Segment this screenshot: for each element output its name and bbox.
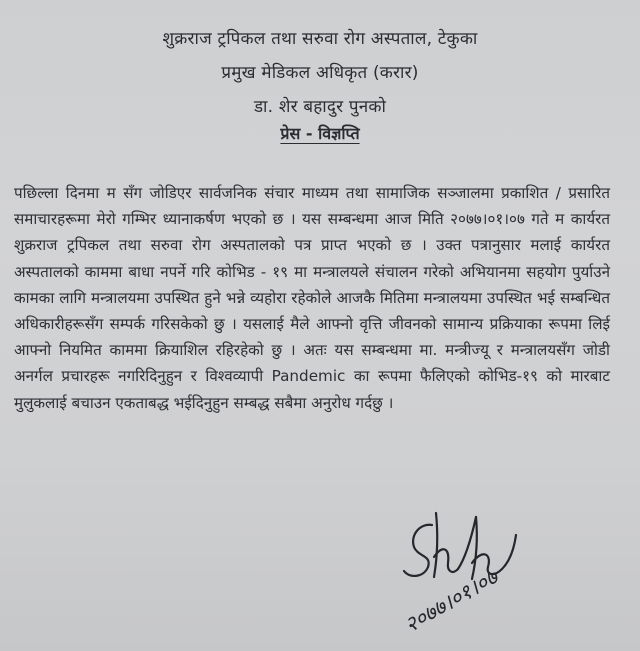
body-sentence: पछिल्ला दिनमा म सँग जोडिएर सार्वजनिक संचार माध्यम तथा सामाजिक सञ्जालमा प्रकाशित / प्रसारित समाचारहरूमा मेरो गम्भिर ध्यानाकर्षण भएको छ । <box>14 184 610 229</box>
officer-designation: प्रमुख मेडिकल अधिकृत (करार) <box>221 63 419 83</box>
body-sentence: यस सम्बन्धमा आज मिति २०७७।०१।०७ गते म कार्यरत शुक्रराज ट्रपिकल तथा सरुवा रोग अस्पतालको पत्र प्राप्त भएको छ । <box>14 210 610 255</box>
document-title <box>0 122 640 144</box>
signature-date: २०७७।०१।०७ <box>400 564 502 638</box>
hospital-line: शुक्रराज ट्रपिकल तथा सरुवा रोग अस्पताल, टेकुका <box>162 29 478 49</box>
press-release-body <box>14 180 610 416</box>
officer-name: डा. शेर बहादुर पुनको <box>253 97 387 117</box>
body-sentence: अतः यस सम्बन्धमा मा. मन्त्रीज्यू र मन्त्रालयसँग जोडी अनर्गल प्रचारहरू नगरिदिनुहुन र विश्वव्यापी Pandemic का रूपमा फैलिएको कोभिड-१९ को मारबाट मुलुकलाई बचाउन एकताबद्ध भईदिनुहुन सम्बद्ध सबैमा अनुरोध गर्दछु । <box>14 341 610 412</box>
body-sentence: उक्त पत्रानुसार मलाई कार्यरत अस्पतालको काममा बाधा नपर्ने गरि कोभिड - १९ मा मन्त्रालयले संचालन गरेको अभियानमा सहयोग पुर्याउने कामका लागि मन्त्रालयमा उपस्थित हुने भन्ने व्यहोरा रहेकोले आजकै मितिमा मन्त्रालयमा उपस्थित भई सम्बन्धित अधिकारीहरूसँग सम्पर्क गरिसकेको छु । <box>14 236 610 334</box>
body-sentence: यसलाई मैले आफ्नो वृत्ति जीवनको सामान्य प्रक्रियाका रूपमा लिई आफ्नो नियमित काममा क्रियाशिल रहिरहेको छु । <box>14 315 610 360</box>
title-text: प्रेस - विज्ञप्ति <box>280 124 360 143</box>
handwritten-signature <box>392 505 532 645</box>
letterhead <box>0 22 640 124</box>
